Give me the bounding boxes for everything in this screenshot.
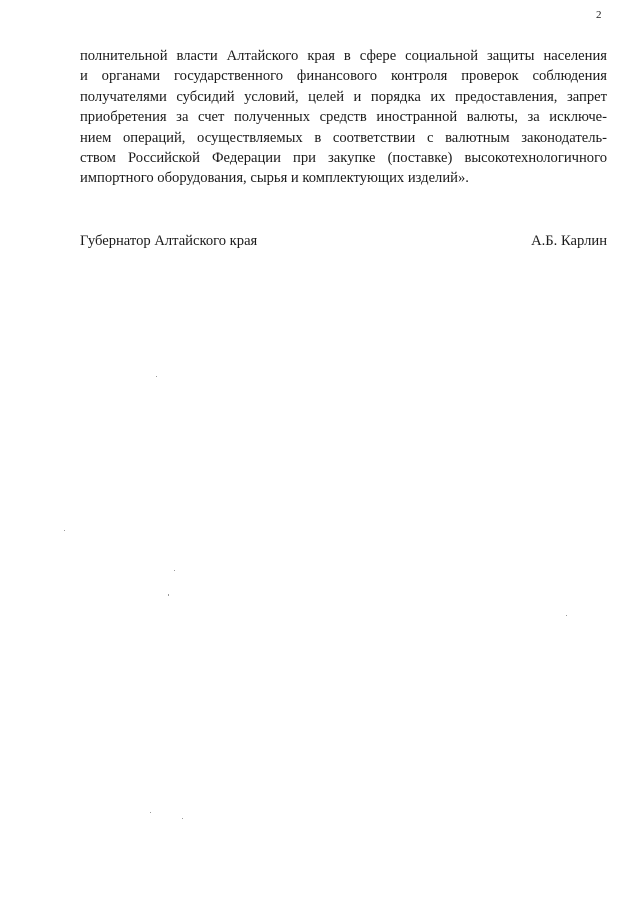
scan-speck <box>168 594 169 596</box>
signature-block <box>80 230 607 252</box>
page-number: 2 <box>596 9 602 21</box>
body-line: приобретения за счет полученных средств иностранной валюты, за исключе- <box>80 109 607 126</box>
signatory-name: А.Б. Карлин <box>531 233 607 249</box>
body-paragraph <box>80 46 607 189</box>
body-line: получателями субсидий условий, целей и порядка их предоставления, запрет <box>80 88 607 105</box>
body-line: полнительной власти Алтайского края в сфере социальной защиты населения <box>80 48 607 64</box>
body-line: и органами государственного финансового контроля проверок соблюдения <box>80 68 607 85</box>
signatory-position: Губернатор Алтайского края <box>80 233 258 249</box>
scan-speck <box>150 812 151 813</box>
body-line: ством Российской Федерации при закупке (поставке) высокотехнологичного <box>80 150 607 167</box>
scan-speck <box>182 818 183 819</box>
scan-speck <box>174 570 175 571</box>
body-line: нием операций, осуществляемых в соответствии с валютным законодатель- <box>80 129 607 146</box>
scan-speck <box>566 615 567 616</box>
scan-speck <box>156 376 157 377</box>
scan-speck <box>64 530 65 531</box>
body-line: импортного оборудования, сырья и комплектующих изделий». <box>80 170 469 187</box>
